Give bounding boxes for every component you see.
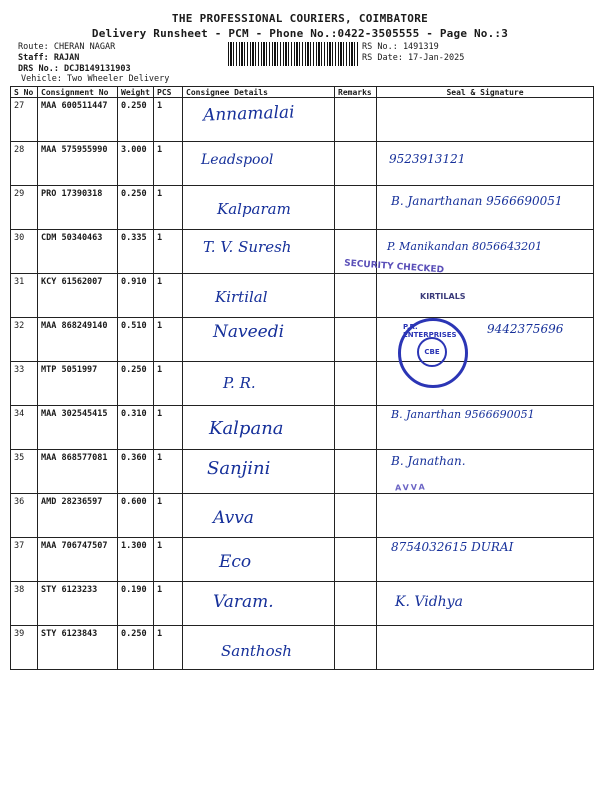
row-signature — [377, 626, 594, 670]
row-sno: 32 — [11, 318, 38, 362]
row-sno: 34 — [11, 406, 38, 450]
table-row — [11, 626, 594, 670]
seal-ring-text: P.R. ENTERPRISES — [403, 323, 457, 339]
handwritten-signature: P. Manikandan 8056643201 — [387, 240, 543, 253]
row-consignee — [183, 626, 335, 670]
handwritten-consignee: Avva — [213, 508, 254, 528]
row-sno: 31 — [11, 274, 38, 318]
handwritten-consignee: Sanjini — [207, 458, 271, 479]
handwritten-signature: B. Janathan. — [391, 454, 466, 468]
security-checked-stamp: SECURITY CHECKED — [343, 258, 445, 276]
row-consignee — [183, 318, 335, 362]
row-sno: 36 — [11, 494, 38, 538]
row-pcs: 1 — [154, 538, 183, 582]
table-row — [11, 274, 594, 318]
row-consignment: CDM 50340463 — [38, 230, 118, 274]
row-weight: 0.310 — [118, 406, 154, 450]
handwritten-signature: B. Janarthan 9566690051 — [391, 408, 535, 421]
row-pcs: 1 — [154, 186, 183, 230]
handwritten-consignee: Eco — [219, 552, 252, 572]
col-consignment: Consignment No — [38, 87, 118, 98]
company-title: THE PROFESSIONAL COURIERS, COIMBATORE — [171, 12, 429, 25]
row-consignee — [183, 142, 335, 186]
row-consignee — [183, 450, 335, 494]
row-weight: 0.335 — [118, 230, 154, 274]
handwritten-consignee: Naveedi — [213, 322, 285, 342]
row-remarks — [335, 582, 377, 626]
row-signature — [377, 274, 594, 318]
row-sno: 33 — [11, 362, 38, 406]
company-seal — [398, 318, 468, 388]
table-row — [11, 494, 594, 538]
table-row — [11, 230, 594, 274]
row-signature — [377, 494, 594, 538]
col-weight: Weight — [118, 87, 154, 98]
row-pcs: 1 — [154, 582, 183, 626]
row-weight: 0.510 — [118, 318, 154, 362]
avva-stamp: AVVA — [394, 482, 427, 493]
table-row — [11, 98, 594, 142]
handwritten-signature: 8754032615 DURAI — [391, 540, 514, 554]
row-weight: 0.360 — [118, 450, 154, 494]
seal-center: CBE — [417, 337, 447, 367]
row-signature — [377, 582, 594, 626]
table-row — [11, 186, 594, 230]
row-remarks — [335, 626, 377, 670]
row-consignment: KCY 61562007 — [38, 274, 118, 318]
handwritten-signature: B. Janarthanan 9566690051 — [391, 194, 563, 208]
row-sno: 29 — [11, 186, 38, 230]
row-sno: 35 — [11, 450, 38, 494]
row-sno: 38 — [11, 582, 38, 626]
row-remarks — [335, 186, 377, 230]
rs-number: RS No.: 1491319 — [362, 42, 439, 52]
table-row — [11, 406, 594, 450]
row-pcs: 1 — [154, 274, 183, 318]
row-weight: 0.600 — [118, 494, 154, 538]
row-remarks — [335, 142, 377, 186]
row-consignee — [183, 582, 335, 626]
row-remarks — [335, 450, 377, 494]
row-sno: 39 — [11, 626, 38, 670]
row-consignment: MAA 868577081 — [38, 450, 118, 494]
row-consignment: MTP 5051997 — [38, 362, 118, 406]
row-signature — [377, 406, 594, 450]
row-pcs: 1 — [154, 626, 183, 670]
barcode — [228, 42, 358, 66]
handwritten-consignee: Kirtilal — [215, 288, 268, 306]
row-weight: 0.250 — [118, 186, 154, 230]
handwritten-consignee: Kalpana — [209, 418, 284, 439]
row-consignment: STY 6123233 — [38, 582, 118, 626]
table-header-row — [11, 87, 594, 98]
row-weight: 0.190 — [118, 582, 154, 626]
row-pcs: 1 — [154, 406, 183, 450]
row-signature — [377, 142, 594, 186]
row-remarks — [335, 538, 377, 582]
row-consignee — [183, 538, 335, 582]
handwritten-signature: 9523913121 — [389, 152, 466, 166]
row-consignee — [183, 362, 335, 406]
row-consignment: STY 6123843 — [38, 626, 118, 670]
row-consignment: PRO 17390318 — [38, 186, 118, 230]
col-seal: Seal & Signature — [377, 87, 594, 98]
row-weight: 0.910 — [118, 274, 154, 318]
table-row — [11, 142, 594, 186]
handwritten-signature: K. Vidhya — [395, 594, 463, 610]
row-weight: 3.000 — [118, 142, 154, 186]
table-row — [11, 582, 594, 626]
handwritten-consignee: P. R. — [223, 374, 256, 392]
row-consignment: MAA 600511447 — [38, 98, 118, 142]
table-row — [11, 450, 594, 494]
row-consignment: AMD 28236597 — [38, 494, 118, 538]
row-consignee — [183, 186, 335, 230]
row-consignee — [183, 274, 335, 318]
table-row — [11, 538, 594, 582]
col-remarks: Remarks — [335, 87, 377, 98]
row-pcs: 1 — [154, 450, 183, 494]
row-consignment: MAA 575955990 — [38, 142, 118, 186]
col-sno: S No — [11, 87, 38, 98]
row-consignment: MAA 868249140 — [38, 318, 118, 362]
row-pcs: 1 — [154, 494, 183, 538]
row-remarks — [335, 362, 377, 406]
vehicle-label: Vehicle: Two Wheeler Delivery — [21, 74, 170, 84]
table-row — [11, 362, 594, 406]
row-consignee — [183, 230, 335, 274]
row-remarks — [335, 406, 377, 450]
route-label: Route: CHERAN NAGAR — [18, 42, 116, 52]
row-sno: 30 — [11, 230, 38, 274]
row-signature — [377, 538, 594, 582]
row-consignee — [183, 98, 335, 142]
col-consignee: Consignee Details — [183, 87, 335, 98]
row-consignee — [183, 406, 335, 450]
row-consignee — [183, 494, 335, 538]
row-consignment: MAA 302545415 — [38, 406, 118, 450]
row-consignment: MAA 706747507 — [38, 538, 118, 582]
row-pcs: 1 — [154, 230, 183, 274]
handwritten-signature: 9442375696 — [487, 322, 564, 336]
handwritten-consignee: Annamalai — [202, 102, 295, 126]
row-weight: 0.250 — [118, 626, 154, 670]
row-remarks — [335, 318, 377, 362]
row-remarks — [335, 98, 377, 142]
row-remarks — [335, 494, 377, 538]
row-sno: 37 — [11, 538, 38, 582]
handwritten-consignee: Kalparam — [217, 200, 291, 218]
row-pcs: 1 — [154, 98, 183, 142]
row-pcs: 1 — [154, 318, 183, 362]
col-pcs: PCS — [154, 87, 183, 98]
handwritten-consignee: T. V. Suresh — [203, 238, 292, 256]
handwritten-consignee: Leadspool — [201, 152, 274, 168]
row-pcs: 1 — [154, 142, 183, 186]
row-signature — [377, 98, 594, 142]
handwritten-consignee: Varam. — [213, 592, 274, 612]
runsheet-table — [10, 86, 594, 670]
runsheet-subtitle: Delivery Runsheet - PCM - Phone No.:0422-3505555 - Page No.:3 — [91, 27, 509, 40]
staff-label: Staff: RAJAN — [18, 53, 80, 63]
row-signature — [377, 186, 594, 230]
handwritten-consignee: Santhosh — [221, 642, 292, 660]
drs-number: DRS No.: DCJB149131903 — [18, 64, 131, 74]
row-weight: 0.250 — [118, 98, 154, 142]
row-remarks — [335, 274, 377, 318]
table-row — [11, 318, 594, 362]
rs-date: RS Date: 17-Jan-2025 — [362, 53, 465, 63]
row-sno: 27 — [11, 98, 38, 142]
row-weight: 0.250 — [118, 362, 154, 406]
row-sno: 28 — [11, 142, 38, 186]
kirtilals-stamp: KIRTILALS — [420, 292, 466, 301]
row-pcs: 1 — [154, 362, 183, 406]
row-weight: 1.300 — [118, 538, 154, 582]
